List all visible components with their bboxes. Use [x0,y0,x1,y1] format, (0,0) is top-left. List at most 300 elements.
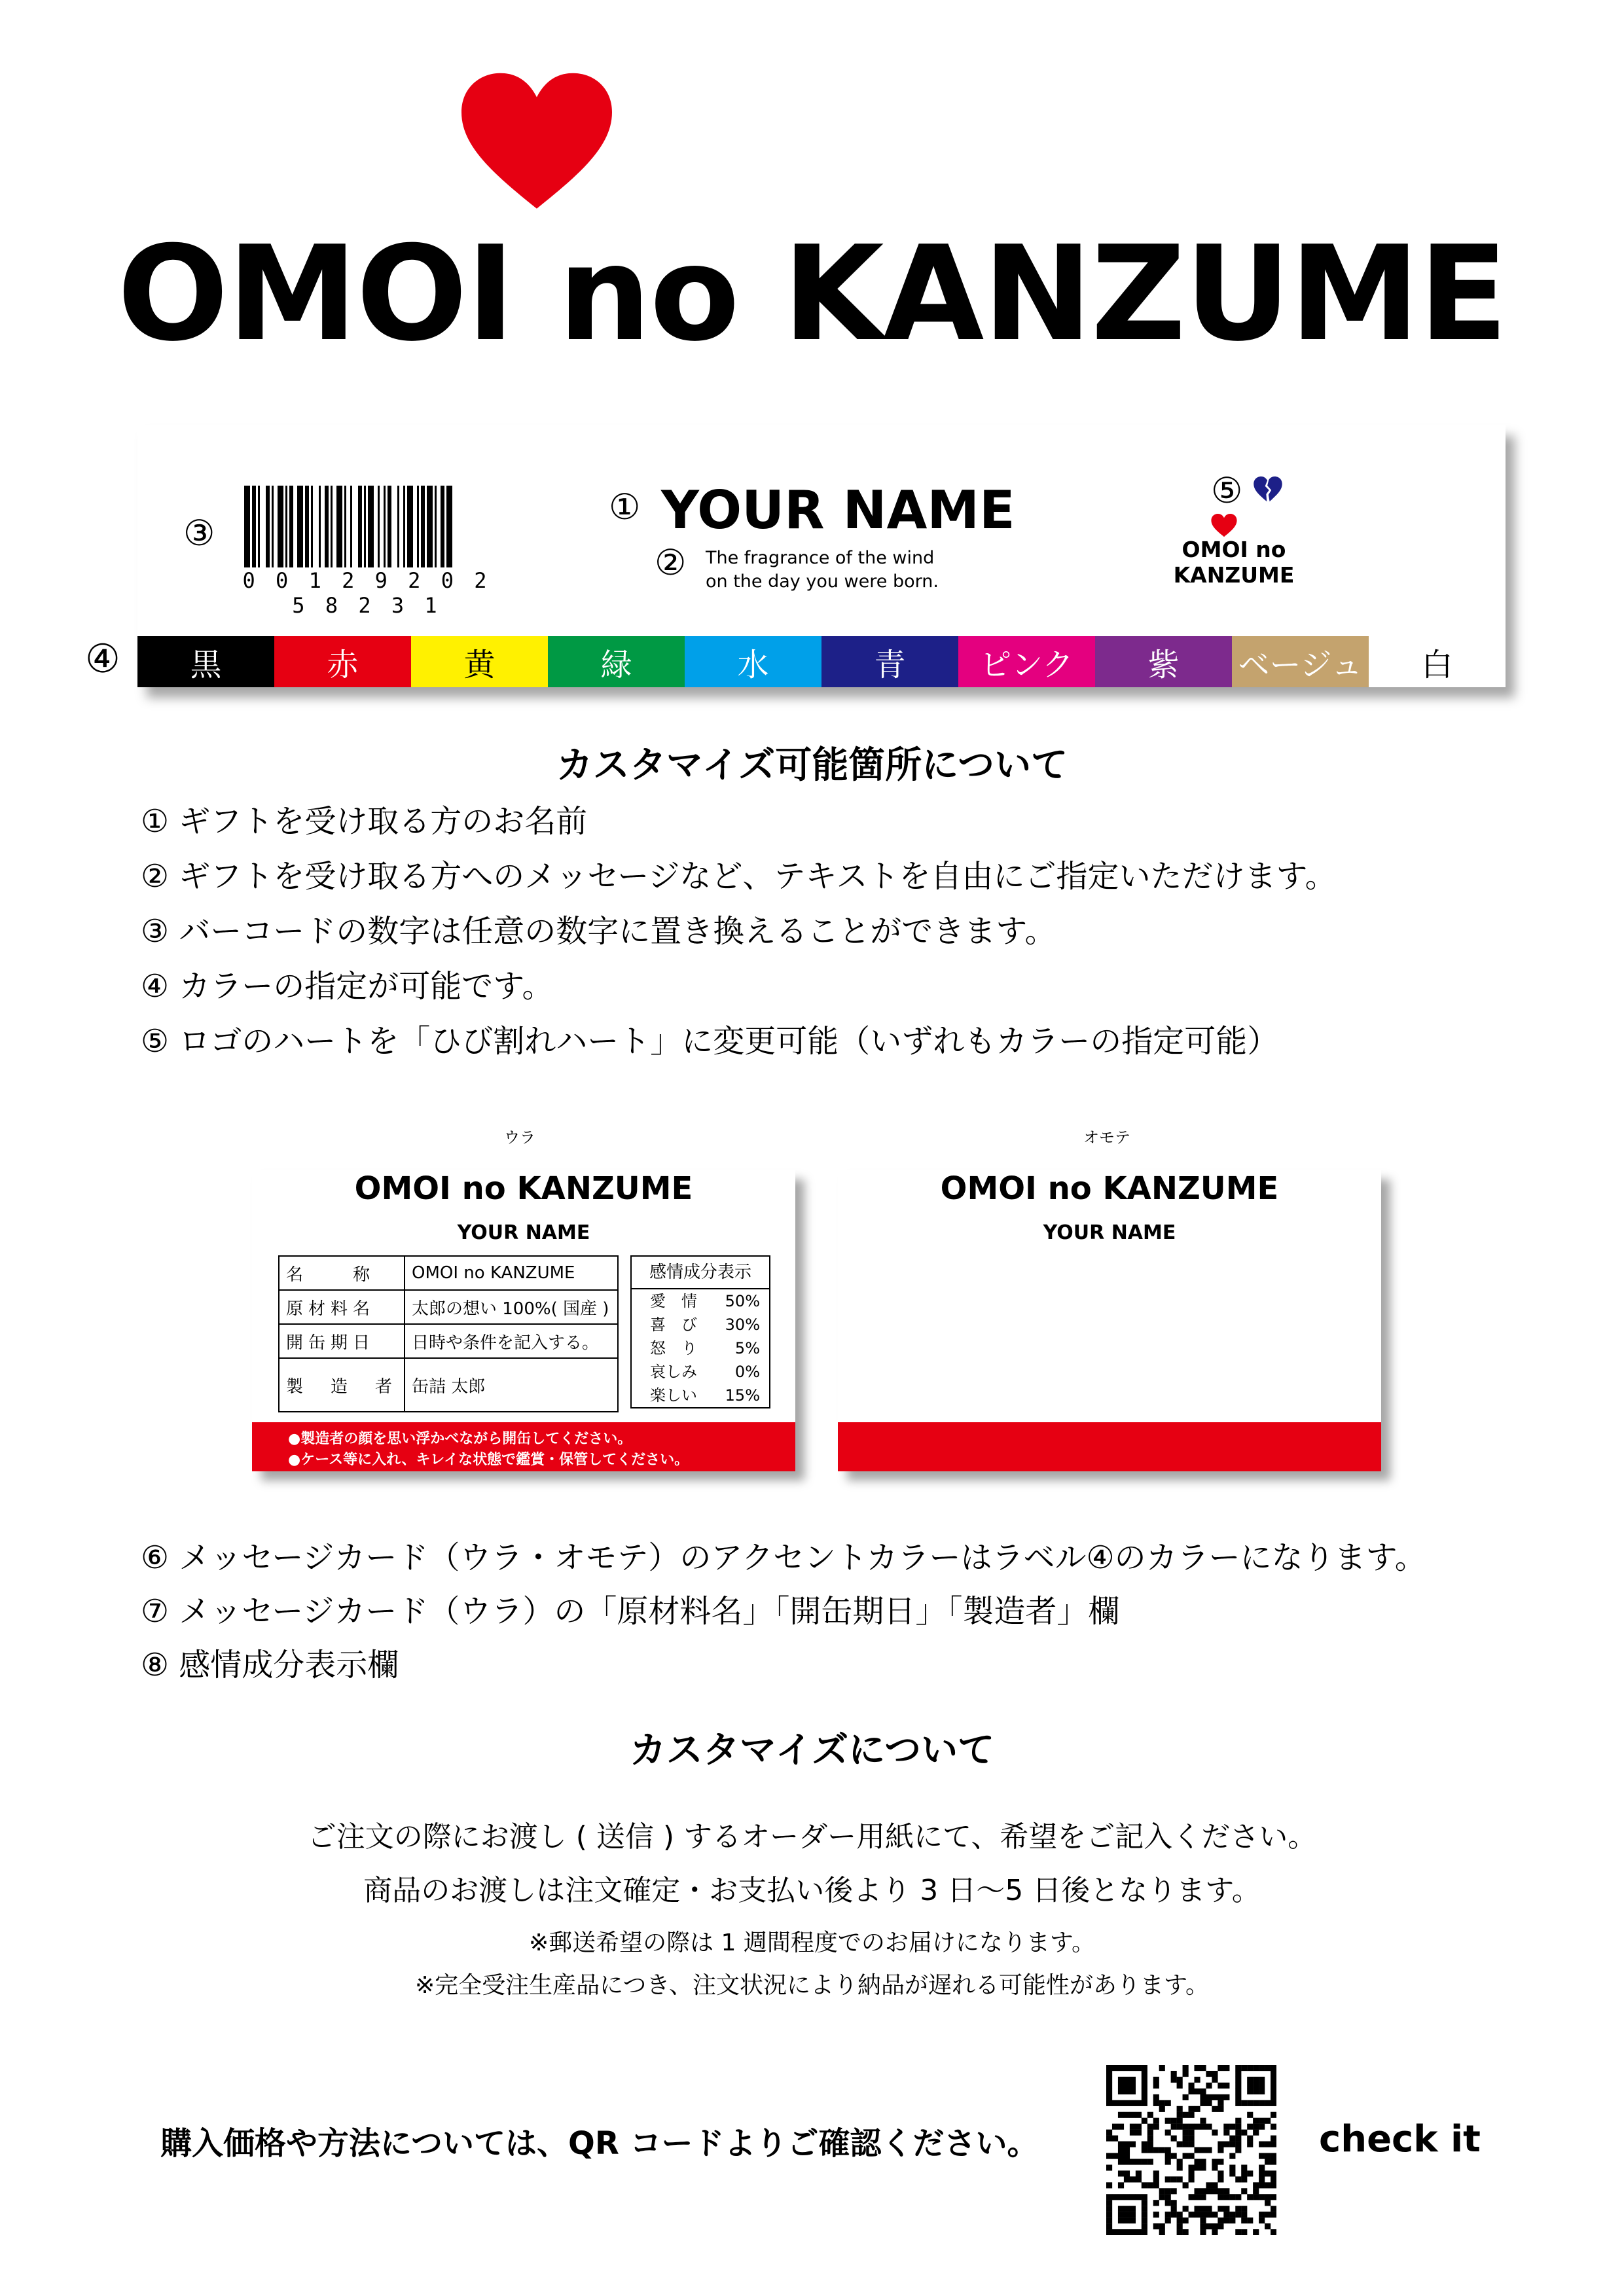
qr-module [1212,2164,1218,2170]
qr-module [1247,2100,1253,2106]
qr-module [1177,2083,1183,2089]
qr-module [1130,2124,1136,2130]
page-title: OMOI no KANZUME [117,218,1507,370]
qr-module [1183,2071,1189,2077]
qr-module [1165,2176,1171,2182]
qr-module [1200,2229,1206,2235]
qr-module [1229,2217,1235,2223]
barcode-bar [319,486,321,567]
qr-module [1171,2071,1177,2077]
qr-module [1147,2136,1153,2142]
qr-module [1142,2229,1147,2235]
order-title: カスタマイズについて [629,1729,995,1772]
order-note: ※郵送希望の際は 1 週間程度でのお届けになります。 [528,1929,1096,1956]
qr-module [1253,2065,1259,2071]
qr-module [1241,2206,1247,2212]
barcode-bar [305,486,309,567]
qr-module [1165,2147,1171,2153]
qr-module [1118,2229,1124,2235]
qr-module [1106,2206,1112,2212]
card-note: ●製造者の顔を思い浮かべながら開缶してください。 [288,1431,632,1447]
color-swatch-yellow: 黄 [411,636,548,687]
barcode-bar [441,486,444,567]
qr-module [1206,2223,1212,2229]
qr-module [1259,2118,1265,2124]
emotion-row [632,1313,769,1336]
qr-module [1112,2100,1118,2106]
qr-module [1265,2153,1271,2159]
qr-module [1265,2170,1271,2176]
barcode-bar [325,486,329,567]
qr-module [1223,2188,1229,2194]
card-subtitle: YOUR NAME [457,1221,590,1244]
qr-module [1165,2153,1171,2159]
qr-module [1194,2194,1200,2200]
qr-module [1206,2100,1212,2106]
qr-module [1124,2217,1130,2223]
qr-module [1253,2100,1259,2106]
qr-module [1271,2083,1276,2089]
qr-module [1271,2229,1276,2235]
qr-module [1130,2159,1136,2164]
qr-module [1200,2223,1206,2229]
barcode-bar [266,486,270,567]
emotion-name: 哀しみ [650,1363,697,1381]
emotion-table [630,1255,770,1408]
qr-module [1253,2182,1259,2188]
qr-module [1194,2089,1200,2094]
label-logo-text: OMOI no KANZUME [1173,537,1295,588]
qr-module [1218,2100,1223,2106]
qr-module [1124,2142,1130,2147]
barcode-bar [397,486,399,567]
barcode-bar [311,486,313,567]
qr-module [1235,2206,1241,2212]
qr-module [1247,2217,1253,2223]
qr-module [1206,2071,1212,2077]
qr-module [1194,2106,1200,2112]
qr-module [1218,2065,1223,2071]
qr-module [1153,2077,1159,2083]
qr-module [1165,2118,1171,2124]
order-note: ※完全受注生産品につき、注文状況により納品が遅れる可能性があります。 [414,1972,1210,1999]
barcode-bar [297,486,303,567]
card-note: ●ケース等に入れ、キレイな状態で鑑賞・保管してください。 [288,1452,689,1468]
qr-module [1235,2229,1241,2235]
qr-module [1194,2164,1200,2170]
qr-module [1142,2200,1147,2206]
qr-module [1212,2159,1218,2164]
qr-module [1206,2083,1212,2089]
qr-module [1271,2094,1276,2100]
qr-module [1147,2142,1153,2147]
color-swatch-white: 白 [1369,636,1506,687]
qr-module [1118,2212,1124,2217]
qr-module [1218,2206,1223,2212]
qr-module [1118,2217,1124,2223]
barcode [232,486,501,567]
table-row [279,1358,618,1412]
qr-module [1218,2159,1223,2164]
table-key: 名 称 [279,1256,405,1290]
qr-instruction: 購入価格や方法については、QR コードよりご確認ください。 [160,2125,1039,2162]
qr-module [1265,2212,1271,2217]
qr-module [1212,2182,1218,2188]
qr-module [1106,2136,1112,2142]
qr-module [1212,2130,1218,2136]
qr-module [1206,2188,1212,2194]
qr-module [1229,2164,1235,2170]
qr-module [1106,2094,1112,2100]
qr-module [1106,2100,1112,2106]
qr-module [1130,2130,1136,2136]
qr-module [1259,2212,1265,2217]
qr-module [1241,2229,1247,2235]
qr-module [1171,2077,1177,2083]
qr-module [1259,2065,1265,2071]
qr-module [1223,2212,1229,2217]
qr-module [1189,2106,1195,2112]
qr-module [1218,2106,1223,2112]
qr-module [1136,2229,1142,2235]
qr-module [1271,2153,1276,2159]
qr-module [1229,2170,1235,2176]
qr-module [1177,2164,1183,2170]
qr-module [1194,2159,1200,2164]
qr-module [1241,2100,1247,2106]
qr-module [1212,2188,1218,2194]
qr-module [1130,2083,1136,2089]
qr-module [1271,2124,1276,2130]
qr-module [1223,2083,1229,2089]
qr-module [1118,2065,1124,2071]
qr-module [1118,2170,1124,2176]
qr-module [1112,2153,1118,2159]
qr-module [1183,2182,1189,2188]
qr-module [1271,2194,1276,2200]
qr-module [1106,2083,1112,2089]
qr-module [1124,2083,1130,2089]
qr-module [1171,2153,1177,2159]
label-preview [137,425,1506,687]
qr-module [1171,2118,1177,2124]
ingredients-table [278,1255,619,1412]
qr-module [1159,2065,1165,2071]
qr-module [1130,2217,1136,2223]
qr-module [1200,2194,1206,2200]
qr-module [1235,2212,1241,2217]
qr-module [1118,2124,1124,2130]
qr-module [1229,2194,1235,2200]
qr-module [1253,2089,1259,2094]
qr-module [1124,2229,1130,2235]
message-line-2: on the day you were born. [706,571,939,592]
qr-module [1218,2094,1223,2100]
qr-module [1118,2112,1124,2118]
qr-module [1136,2124,1142,2130]
emotion-pct: 50% [725,1292,760,1310]
qr-module [1253,2077,1259,2083]
qr-module [1235,2194,1241,2200]
barcode-marker: ③ [183,512,215,554]
qr-module [1271,2206,1276,2212]
qr-module [1147,2130,1153,2136]
qr-module [1253,2229,1259,2235]
qr-module [1200,2124,1206,2130]
qr-module [1136,2130,1142,2136]
qr-module [1106,2229,1112,2235]
qr-module [1159,2229,1165,2235]
qr-module [1159,2106,1165,2112]
message-marker: ② [655,542,687,583]
qr-module [1259,2170,1265,2176]
color-swatch-aqua: 水 [685,636,821,687]
barcode-digits: 0 0 1 2 9 2 0 2 5 8 2 3 1 [242,568,491,618]
qr-module [1189,2153,1195,2159]
qr-module [1183,2112,1189,2118]
color-swatch-purple: 紫 [1095,636,1232,687]
qr-module [1223,2065,1229,2071]
qr-module [1130,2229,1136,2235]
card-title: OMOI no KANZUME [940,1170,1279,1207]
barcode-bar [350,486,352,567]
emotion-row [632,1384,769,1407]
qr-module [1247,2136,1253,2142]
qr-module [1112,2229,1118,2235]
qr-module [1171,2176,1177,2182]
qr-module [1235,2083,1241,2089]
qr-module [1171,2212,1177,2217]
qr-module [1153,2200,1159,2206]
qr-module [1200,2212,1206,2217]
qr-module [1189,2194,1195,2200]
qr-module [1259,2176,1265,2182]
table-key: 製 造 者 [279,1358,405,1412]
qr-module [1118,2153,1124,2159]
qr-module [1159,2188,1165,2194]
order-line: ご注文の際にお渡し ( 送信 ) するオーダー用紙にて、希望をご記入ください。 [307,1820,1317,1854]
qr-module [1165,2188,1171,2194]
qr-module [1265,2100,1271,2106]
label-message [706,547,939,594]
qr-module [1265,2118,1271,2124]
qr-module [1235,2124,1241,2130]
table-value: OMOI no KANZUME [405,1256,618,1290]
barcode-bar [272,486,274,567]
message-card-front [838,1170,1381,1471]
qr-module [1218,2147,1223,2153]
qr-module [1229,2136,1235,2142]
qr-module [1147,2124,1153,2130]
qr-module [1265,2142,1271,2147]
qr-module [1271,2071,1276,2077]
qr-module [1271,2077,1276,2083]
qr-module [1259,2077,1265,2083]
qr-module [1171,2188,1177,2194]
qr-module [1235,2077,1241,2083]
qr-module [1136,2100,1142,2106]
qr-module [1106,2077,1112,2083]
qr-module [1124,2065,1130,2071]
qr-module [1194,2065,1200,2071]
qr-module [1253,2083,1259,2089]
qr-module [1218,2142,1223,2147]
qr-module [1112,2136,1118,2142]
barcode-bar [417,486,419,567]
qr-module [1235,2176,1241,2182]
list-item: ⑤ ロゴのハートを「ひび割れハート」に変更可能（いずれもカラーの指定可能） [141,1023,1279,1060]
barcode-bar [403,486,405,567]
qr-module [1189,2170,1195,2176]
qr-module [1118,2089,1124,2094]
qr-module [1241,2065,1247,2071]
qr-module [1241,2217,1247,2223]
table-value: 日時や条件を記入する。 [405,1324,618,1358]
qr-module [1142,2182,1147,2188]
qr-module [1165,2194,1171,2200]
list-item: ④ カラーの指定が可能です。 [141,968,554,1005]
qr-module [1153,2083,1159,2089]
qr-code-icon[interactable] [1106,2065,1276,2235]
qr-module [1189,2089,1195,2094]
qr-module [1271,2212,1276,2217]
qr-module [1124,2206,1130,2212]
qr-module [1271,2089,1276,2094]
heart-icon [461,72,612,213]
qr-module [1253,2194,1259,2200]
barcode-bar [378,486,380,567]
qr-module [1200,2147,1206,2153]
qr-module [1200,2206,1206,2212]
qr-module [1247,2124,1253,2130]
qr-module [1136,2159,1142,2164]
qr-module [1229,2142,1235,2147]
table-row [279,1290,618,1324]
qr-module [1147,2159,1153,2164]
barcode-bar [364,486,366,567]
qr-module [1218,2170,1223,2176]
qr-module [1142,2212,1147,2217]
qr-module [1189,2130,1195,2136]
qr-module [1265,2065,1271,2071]
qr-module [1153,2147,1159,2153]
qr-module [1183,2153,1189,2159]
qr-module [1235,2065,1241,2071]
qr-module [1124,2153,1130,2159]
qr-module [1259,2089,1265,2094]
qr-module [1212,2094,1218,2100]
qr-module [1218,2217,1223,2223]
check-it-text: check it [1319,2118,1481,2161]
qr-module [1218,2176,1223,2182]
barcode-bar [289,486,293,567]
qr-module [1159,2223,1165,2229]
qr-module [1106,2182,1112,2188]
color-swatch-beige: ベージュ [1232,636,1369,687]
qr-module [1106,2217,1112,2223]
color-options [137,636,1506,687]
qr-module [1265,2223,1271,2229]
qr-module [1159,2100,1165,2106]
qr-module [1212,2106,1218,2112]
qr-module [1171,2124,1177,2130]
qr-module [1200,2100,1206,2106]
barcode-bar [278,486,283,567]
qr-module [1165,2100,1171,2106]
qr-module [1235,2089,1241,2094]
qr-module [1189,2212,1195,2217]
qr-module [1136,2065,1142,2071]
qr-module [1259,2194,1265,2200]
qr-module [1130,2089,1136,2094]
qr-module [1206,2212,1212,2217]
qr-module [1229,2212,1235,2217]
color-swatch-pink: ピンク [958,636,1095,687]
qr-module [1106,2089,1112,2094]
qr-module [1106,2164,1112,2170]
emotion-row [632,1289,769,1313]
qr-module [1218,2188,1223,2194]
qr-module [1142,2118,1147,2124]
qr-module [1200,2164,1206,2170]
qr-module [1130,2077,1136,2083]
label-name: YOUR NAME [661,480,1015,541]
qr-module [1194,2206,1200,2212]
qr-module [1183,2217,1189,2223]
qr-module [1106,2194,1112,2200]
qr-module [1165,2200,1171,2206]
card-accent-bar [838,1422,1381,1471]
qr-module [1124,2176,1130,2182]
qr-module [1218,2083,1223,2089]
qr-module [1206,2147,1212,2153]
qr-module [1124,2089,1130,2094]
qr-module [1153,2212,1159,2217]
qr-module [1241,2188,1247,2194]
qr-module [1165,2212,1171,2217]
qr-module [1106,2153,1112,2159]
barcode-bar [435,486,437,567]
qr-module [1147,2182,1153,2188]
qr-module [1189,2176,1195,2182]
barcode-bar [388,486,391,567]
qr-module [1118,2077,1124,2083]
qr-module [1130,2206,1136,2212]
table-key: 開缶期日 [279,1324,405,1358]
qr-module [1177,2212,1183,2217]
qr-module [1271,2142,1276,2147]
qr-module [1153,2118,1159,2124]
qr-module [1142,2100,1147,2106]
qr-module [1142,2094,1147,2100]
qr-module [1177,2176,1183,2182]
qr-module [1271,2100,1276,2106]
qr-module [1177,2223,1183,2229]
qr-module [1271,2159,1276,2164]
qr-module [1153,2170,1159,2176]
qr-module [1130,2176,1136,2182]
qr-module [1159,2147,1165,2153]
qr-module [1153,2223,1159,2229]
qr-module [1165,2159,1171,2164]
qr-module [1183,2094,1189,2100]
qr-module [1189,2136,1195,2142]
qr-module [1142,2194,1147,2200]
qr-module [1124,2147,1130,2153]
qr-module [1271,2182,1276,2188]
qr-module [1235,2100,1241,2106]
qr-module [1241,2176,1247,2182]
